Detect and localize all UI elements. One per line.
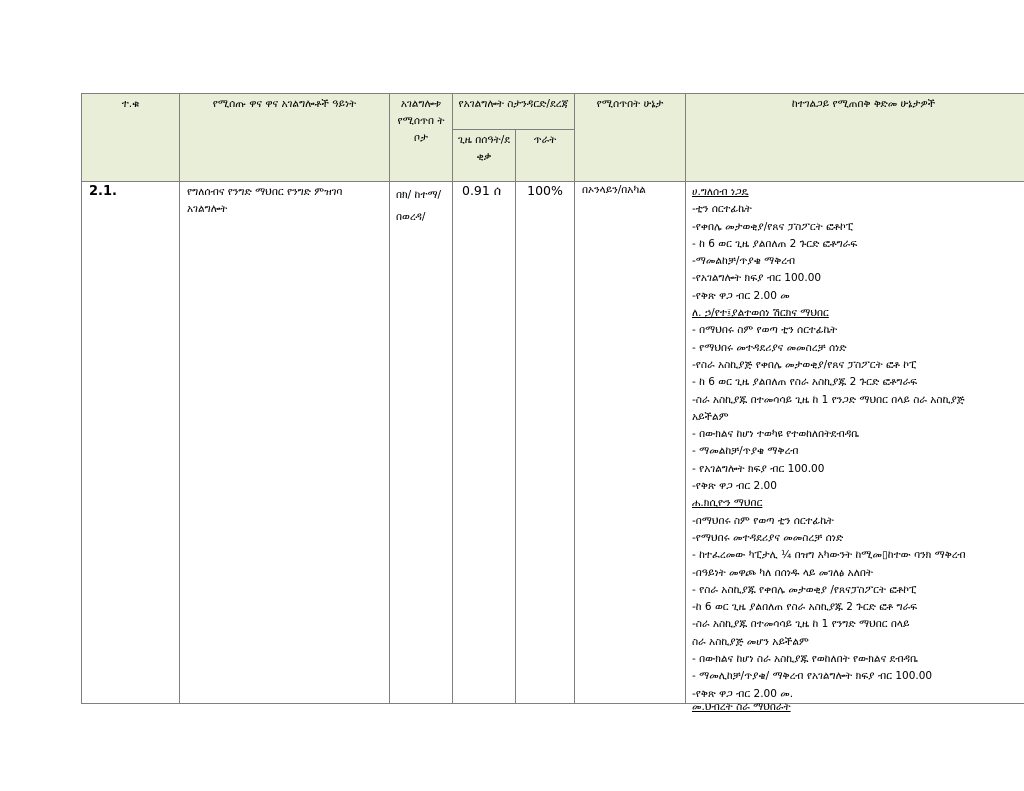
- requirement-line: አይችልም: [692, 410, 729, 423]
- header-service-standard: የአገልግሎት ስታንዳርድ/ደረጃ: [453, 94, 575, 130]
- requirement-line: - በውክልና ከሆነ ስራ አስኪያጁ የወከለበት የውክልና ደብዳቤ: [692, 653, 919, 666]
- service-standard-table: [81, 93, 1024, 704]
- row-number: 2.1.: [82, 182, 180, 704]
- requirements-cell: [686, 182, 1024, 704]
- requirement-line: - ማመልከቻ/ጥያቄ ማቅረብ: [692, 445, 799, 458]
- requirement-line: -ስራ አስኪያጁ በተመሳሳይ ጊዜ ከ 1 የንጋድ ማህበር በላይ ስራ አስኪያጅ: [692, 393, 965, 406]
- requirement-line: - የማህበሩ መተዳደሪያና መመስረቻ ሰነድ: [692, 341, 847, 354]
- requirement-line: ስራ አስኪያጅ መሆን አይችልም: [692, 635, 809, 648]
- requirement-line: -የቅጽ ዋጋ ብር 2.00: [692, 480, 777, 493]
- requirement-line: -በዓይነት መዋጮ ካለ በሰነዱ ላይ መገለፅ አለበት: [692, 566, 873, 579]
- header-quality: ጥራት: [516, 130, 575, 182]
- requirement-line: -የአገልግሎት ክፍያ ብር 100.00: [692, 272, 822, 285]
- requirement-line: - በማህበሩ ስም የወጣ ቲን ሰርተፊኬት: [692, 324, 838, 337]
- header-service-type: የሚሰጡ ዋና ዋና አገልግሎቶች ዓይነት: [180, 94, 390, 182]
- requirement-line: ሐ.ክሲዮን ማህበር: [692, 497, 763, 510]
- quality-cell: 100%: [516, 182, 575, 704]
- trailing-section-heading: መ.ህብረት ስራ ማህበራት: [692, 701, 791, 713]
- requirement-line: - ከ 6 ወር ጊዜ ያልበለጠ የስራ አስኪያጁ 2 ጉርድ ፎቶግራፍ: [692, 376, 918, 389]
- table-row: [82, 182, 1024, 704]
- requirement-line: -ከ 6 ወር ጊዜ ያልበለጠ የስራ አስኪያጁ 2 ጉርድ ፎቶ ግራፍ: [692, 601, 918, 614]
- requirement-line: - በውክልና ከሆነ ተወካዩ የተወከለበትደብዳቤ: [692, 428, 860, 441]
- requirement-line: - ከተፈረመው ካፒታሊ ¼ በዝግ አካውንት ከሚመ▯ከተው ባንክ ማቅረብ: [692, 549, 966, 562]
- requirement-line: -የቀበሌ መታወቂያ/የጸና ፓስፖርት ፎቶኮፒ: [692, 220, 854, 233]
- requirement-line: -ስራ አስኪያጁ በተመሳሳይ ጊዜ ከ 1 የንግድ ማህበር በላይ: [692, 618, 910, 631]
- requirement-line: -የቅጽ ዋጋ ብር 2.00 መ: [692, 289, 790, 302]
- header-service-location: አገልግሎቱ የሚሰጥበ ት ቦታ: [390, 94, 453, 182]
- requirement-line: - የስራ አስኪያጁ የቀበሌ መታወቂያ /የጸናፓስፖርት ፎቶኮፒ: [692, 583, 917, 596]
- time-cell: 0.91 ሰ: [453, 182, 516, 704]
- requirement-line: -የቅጽ ዋጋ ብር 2.00 መ.: [692, 687, 794, 700]
- requirement-line: -ቲን ሰርተፊኬት: [692, 203, 752, 216]
- header-prerequisites: ከተገልጋይ የሚጠበቅ ቅድመ ሁኔታዎች: [686, 94, 1024, 182]
- requirement-line: ሀ.ግለሰብ ነጋዴ: [692, 186, 749, 198]
- header-no: ተ.ቁ: [82, 94, 180, 182]
- service-type-cell: የግለሰብና የንግድ ማህበር የንግድ ምዝገባ አገልግሎት: [180, 182, 390, 704]
- service-location-cell: በክ/ ከተማ/ በወረዳ/: [390, 182, 453, 704]
- requirement-line: - የአገልግሎት ክፍያ ብር 100.00: [692, 462, 825, 475]
- requirement-line: - ማመሊከቻ/ጥያቄ/ ማቅረብ የአገልግሎት ክፍያ ብር 100.00: [692, 670, 933, 683]
- header-time: ጊዜ በሰዓት/ደ ቂቃ: [453, 130, 516, 182]
- delivery-mode-cell: በኦንላይን/በአካል: [575, 182, 686, 704]
- requirement-line: -የማህበሩ መተዳደሪያና መመስረቻ ሰነድ: [692, 531, 844, 544]
- requirement-line: -የስራ አስኪያጅ የቀበሌ መታወቂያ/የጸና ፓስፖርት ፎቶ ኮፒ: [692, 358, 917, 371]
- requirement-line: -በማህበሩ ስም የወጣ ቲን ሰርተፊኬት: [692, 514, 834, 527]
- header-delivery-mode: የሚሰጥበት ሁኔታ: [575, 94, 686, 182]
- requirement-line: ለ. ኃ/የተ፤ያልተወሰነ ሽርክና ማህበር: [692, 307, 829, 320]
- requirement-line: -ማመልከቻ/ጥያቄ ማቅረብ: [692, 255, 796, 268]
- requirement-line: - ከ 6 ወር ጊዜ ያልበለጠ 2 ጉርድ ፎቶግራፍ: [692, 237, 858, 250]
